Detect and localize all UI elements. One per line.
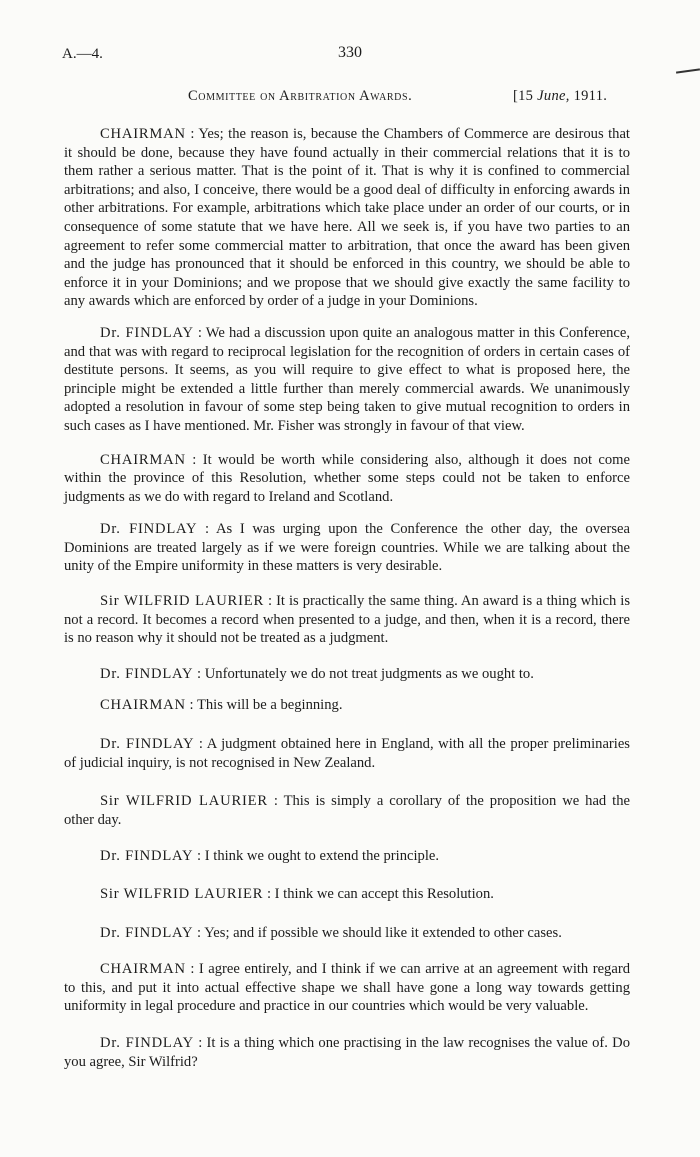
dialogue-paragraph xyxy=(64,592,630,648)
dialogue-paragraph xyxy=(64,924,630,943)
date-open: [15 xyxy=(513,88,538,104)
speaker-name: CHAIRMAN xyxy=(100,451,186,468)
document-reference: A.—4. xyxy=(62,46,103,62)
speaker-name: CHAIRMAN xyxy=(100,126,186,142)
speaker-name: CHAIRMAN xyxy=(100,697,186,714)
speaker-name: Sir WILFRID LAURIER xyxy=(100,793,268,810)
speaker-separator: : xyxy=(185,451,203,468)
speaker-separator: : xyxy=(197,521,216,538)
speaker-separator: : xyxy=(193,848,205,865)
speech-text: Yes; the reason is, because the Chambers of Commerce are desirous that it should be done, because they have found actually in their commercial relations that it is to them rather a serious matter. That is the point of it. That is why it is confined to commercial arbitrations; and also, I conceive, there would be a good deal of difficulty in enforcing awards in other arbitrations. For example, arbitrations which take place under an order of our courts, or in consequence of some statute that we have here. All we seek is, if you have two parties to an agreement to refer some commercial matter to arbitration, that once the award has been given and the judge has pronounced that it should be enforced in this country, we should be able to enforce it in your Dominions; and we propose that we should give exactly the same facility to any awards which are enforced by order of a judge in your Dominions. xyxy=(64,126,630,310)
date-month: June, xyxy=(537,88,570,104)
dialogue-paragraph xyxy=(64,1034,630,1071)
date-year: 1911. xyxy=(569,88,608,104)
running-title: Committee on Arbitration Awards. xyxy=(188,88,413,104)
dialogue-paragraph xyxy=(64,885,630,904)
dialogue-paragraph xyxy=(64,792,630,829)
speech-text: It is a thing which one practising in the law recognises the value of. Do you agree, Sir Wilfrid? xyxy=(64,1034,630,1070)
dialogue-paragraph xyxy=(64,735,630,772)
speech-text: As I was urging upon the Conference the other day, the oversea Dominions are treated largely as if we were foreign countries. While we are talking about the unity of the Empire uniformity in these matters is very desirable. xyxy=(64,521,631,575)
speaker-separator: : xyxy=(263,886,275,902)
dialogue-paragraph xyxy=(64,125,630,311)
speaker-separator: : xyxy=(267,793,284,810)
speaker-name: Dr. FINDLAY xyxy=(100,848,194,865)
speech-text: A judgment obtained here in England, with all the proper preliminaries of judicial inquiry, is not recognised in New Zealand. xyxy=(64,736,630,771)
dialogue-paragraph xyxy=(64,847,630,866)
speaker-name: Dr. FINDLAY xyxy=(100,736,195,753)
speaker-separator: : xyxy=(185,126,199,142)
speaker-name: Sir WILFRID LAURIER xyxy=(100,886,264,902)
dialogue-paragraph xyxy=(64,451,630,507)
running-header xyxy=(188,88,638,105)
speech-text: It is practically the same thing. An award is a thing which is not a record. It becomes a record when presented to a judge, and then, when it is a record, there is no reason why it should not be treated as a judgment. xyxy=(64,593,631,647)
speech-text: It would be worth while considering also, although it does not come within the province of this Resolution, whether some steps could not be taken to enforce judgments as we do with regard to Ireland and Scotland. xyxy=(64,451,630,505)
speaker-name: Sir WILFRID LAURIER xyxy=(100,593,264,610)
speaker-separator: : xyxy=(264,593,277,610)
speech-text: Yes; and if possible we should like it extended to other cases. xyxy=(204,924,562,941)
speaker-separator: : xyxy=(185,961,199,978)
dialogue-paragraph xyxy=(64,696,630,715)
dialogue-paragraph xyxy=(64,665,630,684)
speech-text: This is simply a corollary of the proposition we had the other day. xyxy=(64,793,631,828)
dialogue-paragraph xyxy=(64,520,630,576)
margin-mark xyxy=(676,68,700,73)
speaker-separator: : xyxy=(185,697,197,714)
speaker-name: Dr. FINDLAY xyxy=(100,324,194,341)
speaker-name: Dr. FINDLAY xyxy=(100,924,194,941)
speaker-name: Dr. FINDLAY xyxy=(100,665,194,682)
speaker-name: Dr. FINDLAY xyxy=(100,521,198,538)
speech-text: We had a discussion upon quite an analogous matter in this Conference, and that was with regard to reciprocal legislation for the recognition of orders in certain cases of destitute persons. It seems, as you will require to give effect to what is proposed here, the principle might be extended a little further than merely commercial awards. We unanimously adopted a resolution in favour of some step being taken to give mutual recognition to orders in such cases as I have mentioned. Mr. Fisher was strongly in favour of that view. xyxy=(64,324,630,434)
speech-text: I think we can accept this Resolution. xyxy=(274,886,494,902)
speaker-name: Dr. FINDLAY xyxy=(100,1034,194,1051)
speaker-name: CHAIRMAN xyxy=(100,961,186,978)
speech-text: Unfortunately we do not treat judgments as we ought to. xyxy=(204,665,534,682)
speaker-separator: : xyxy=(194,736,207,753)
speaker-separator: : xyxy=(193,324,206,341)
speech-text: This will be a beginning. xyxy=(196,697,343,714)
running-date xyxy=(513,88,607,105)
dialogue-paragraph xyxy=(64,324,630,436)
page-number: 330 xyxy=(338,44,362,61)
dialogue-paragraph xyxy=(64,960,630,1016)
speech-text: I agree entirely, and I think if we can arrive at an agreement with regard to this, and put it into actual effective shape we shall have gone a long way towards getting uniformity in legal procedure and practice in our countries which would be very valuable. xyxy=(64,961,630,1015)
speaker-separator: : xyxy=(193,665,205,682)
speaker-separator: : xyxy=(193,1034,207,1051)
speaker-separator: : xyxy=(193,924,205,941)
speech-text: I think we ought to extend the principle. xyxy=(204,848,440,865)
transcript-body xyxy=(64,125,630,1087)
